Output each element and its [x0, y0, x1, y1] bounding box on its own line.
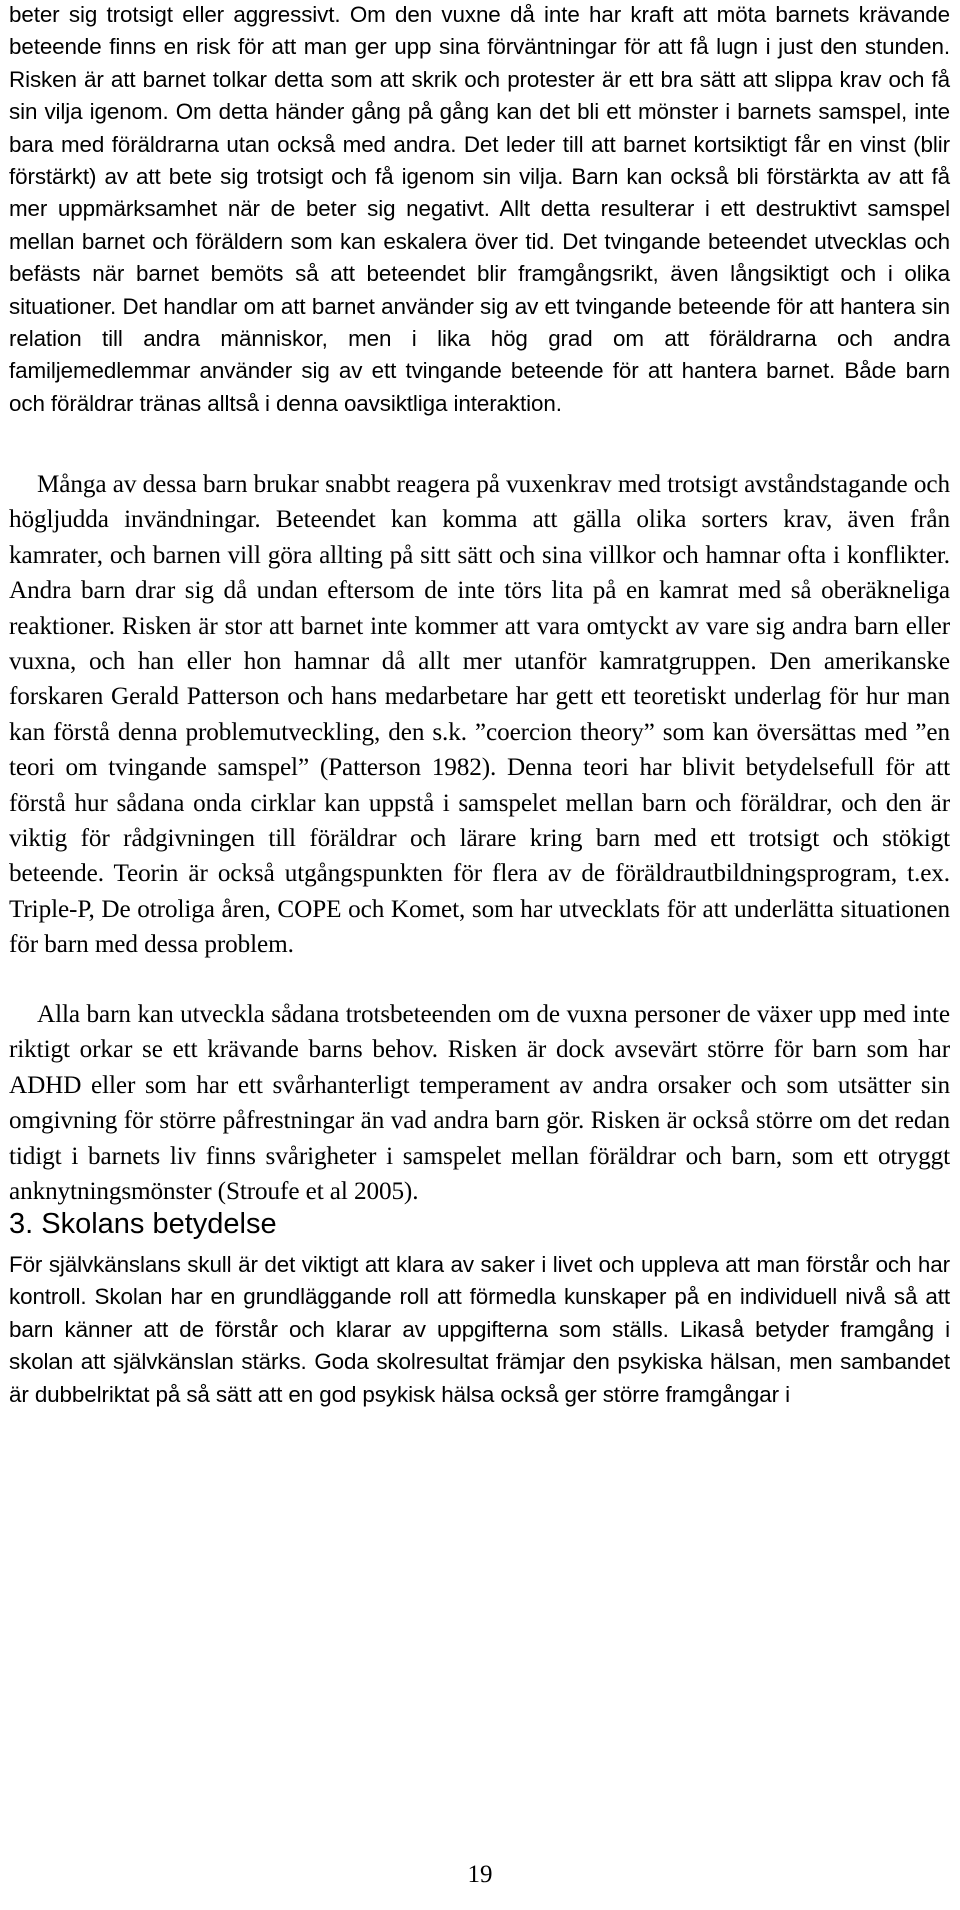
section-paragraph: För självkänslans skull är det viktigt att klara av saker i livet och uppleva att man förstår och har kontroll. Skolan har en grundläggande roll att förmedla kunskaper på en individuell nivå så att barn känner att de förstår och klarar av uppgifterna som ställs. Likaså betyder framgång i skolan att självkänslan stärks. Goda skolresultat främjar den psykiska hälsan, men sambandet är dubbelriktat på så sätt att en god psykisk hälsa också ger större framgångar i: [9, 1252, 950, 1407]
body-paragraph-1: beter sig trotsigt eller aggressivt. Om den vuxne då inte har kraft att möta barnets krävande beteende finns en risk för att man ger upp sina förväntningar för att få lugn i just den stunden. Risken är att barnet tolkar detta som att skrik och protester är ett bra sätt att slippa krav och få sin vilja igenom. Om detta händer gång på gång kan det bli ett mönster i barnets samspel, inte bara med föräldrarna utan också med andra. Det leder till att barnet kortsiktigt får en vinst (blir förstärkt) av att bete sig trotsigt och få igenom sin vilja. Barn kan också bli förstärkta av att få mer uppmärksamhet när de beter sig negativt. Allt detta resulterar i ett destruktivt samspel mellan barnet och föräldern som kan eskalera över tid. Det tvingande beteendet utvecklas och befästs när barnet bemöts så att beteendet blir framgångsrikt, även långsiktigt och i olika situationer. Det handlar om att barnet använder sig av ett tvingande beteende för att hantera sin relation till andra människor, men i lika hög grad om att föräldrarna och andra familjemedlemmar använder sig av ett tvingande beteende för att hantera barnet. Både barn och föräldrar tränas alltså i denna oavsiktliga interaktion.: [9, 2, 950, 416]
page-number: 19: [467, 1861, 493, 1888]
section-heading: 3. Skolans betydelse: [9, 1208, 277, 1240]
body-paragraph-3: Alla barn kan utveckla sådana trotsbeteenden om de vuxna personer de växer upp med inte riktigt orkar se ett krävande barns behov. Risken är dock avsevärt större för barn som har ADHD eller som har ett svårhanterligt temperament av andra orsaker och som utsätter sin omgivning för större påfrestningar än vad andra barn gör. Risken är också större om det redan tidigt i barnets liv finns svårigheter i samspelet mellan föräldrar och barn, som ett otryggt anknytningsmönster (Stroufe et al 2005).: [9, 1001, 950, 1206]
body-paragraph-2: Många av dessa barn brukar snabbt reagera på vuxenkrav med trotsigt avståndstagande och högljudda invändningar. Beteendet kan komma att gälla olika sorters krav, även från kamrater, och barnen vill göra allting på sitt sätt och sina villkor och hamnar ofta i konflikter. Andra barn drar sig då undan eftersom de inte törs lita på en kamrat med så oberäkneliga reaktioner. Risken är stor att barnet inte kommer att vara omtyckt av vare sig andra barn eller vuxna, och han eller hon hamnar då allt mer utanför kamratgruppen. Den amerikanske forskaren Gerald Patterson och hans medarbetare har gett ett teoretiskt underlag för hur man kan förstå denna problemutveckling, den s.k. ”coercion theory” som kan översättas med ”en teori om tvingande samspel” (Patterson 1982). Denna teori har blivit betydelsefull för att förstå hur sådana onda cirklar kan uppstå i samspelet mellan barn och föräldrar, och den är viktig för rådgivningen till föräldrar och lärare kring barn med ett trotsigt och stökigt beteende. Teorin är också utgångspunkten för flera av de föräldrautbildningsprogram, t.ex. Triple-P, De otroliga åren, COPE och Komet, som har utvecklats för att underlätta situationen för barn med dessa problem.: [9, 471, 950, 959]
